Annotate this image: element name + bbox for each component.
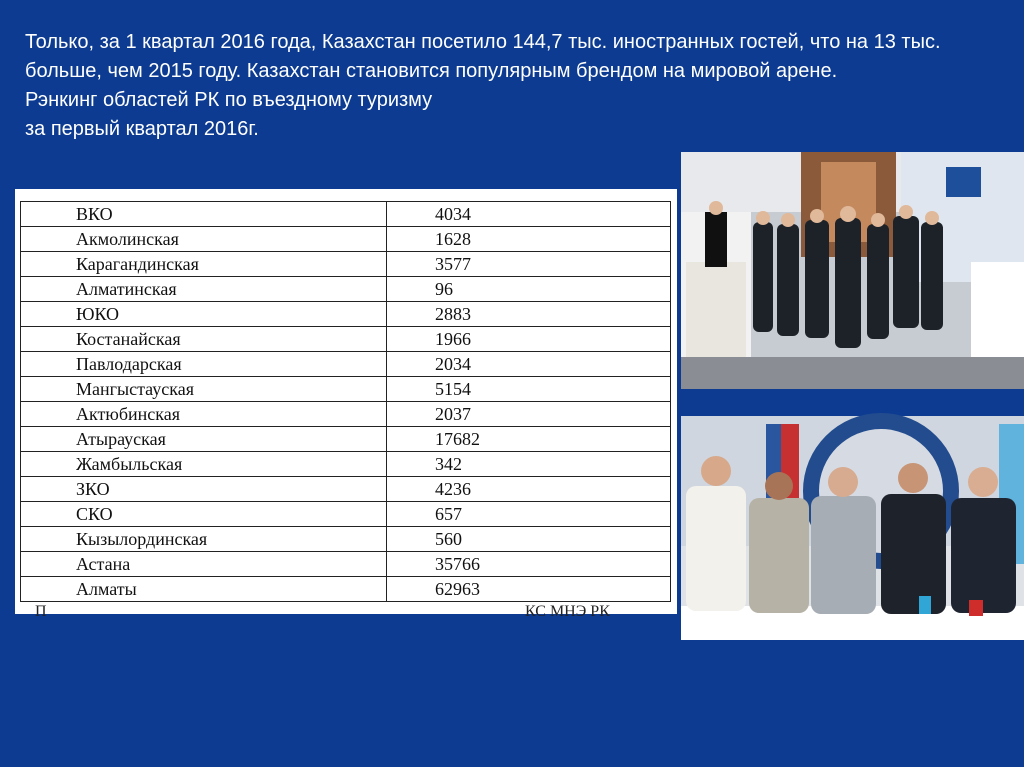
region-name-cell: ЗКО bbox=[21, 477, 387, 502]
region-name-cell: Кызылординская bbox=[21, 527, 387, 552]
visitor-count-cell: 2883 bbox=[387, 302, 671, 327]
table-row bbox=[21, 402, 671, 427]
region-name-cell: Астана bbox=[21, 552, 387, 577]
visitor-count-cell: 1628 bbox=[387, 227, 671, 252]
visitor-count-cell: 4034 bbox=[387, 202, 671, 227]
table-row bbox=[21, 327, 671, 352]
table-source-note-right: КС МНЭ РК bbox=[525, 603, 610, 620]
table-row bbox=[21, 452, 671, 477]
table-row bbox=[21, 302, 671, 327]
ranking-title-line2: за первый квартал 2016г. bbox=[25, 118, 259, 140]
visitor-count-cell: 657 bbox=[387, 502, 671, 527]
ranking-table-panel bbox=[15, 189, 677, 620]
table-row bbox=[21, 252, 671, 277]
visitor-count-cell: 35766 bbox=[387, 552, 671, 577]
official-meeting-photo bbox=[681, 416, 1024, 640]
region-name-cell: Алматы bbox=[21, 577, 387, 602]
visitor-count-cell: 17682 bbox=[387, 427, 671, 452]
exhibition-booth-image bbox=[681, 152, 1024, 389]
visitor-count-cell: 2034 bbox=[387, 352, 671, 377]
exhibition-booth-photo bbox=[681, 152, 1024, 389]
table-source-note-left: П bbox=[35, 603, 47, 620]
region-name-cell: Атырауская bbox=[21, 427, 387, 452]
table-row bbox=[21, 277, 671, 302]
table-row bbox=[21, 552, 671, 577]
region-name-cell: Павлодарская bbox=[21, 352, 387, 377]
region-name-cell: Актюбинская bbox=[21, 402, 387, 427]
visitor-count-cell: 560 bbox=[387, 527, 671, 552]
visitor-count-cell: 342 bbox=[387, 452, 671, 477]
visitor-count-cell: 2037 bbox=[387, 402, 671, 427]
table-row bbox=[21, 377, 671, 402]
region-name-cell: Акмолинская bbox=[21, 227, 387, 252]
region-name-cell: Карагандинская bbox=[21, 252, 387, 277]
table-row bbox=[21, 527, 671, 552]
visitor-count-cell: 3577 bbox=[387, 252, 671, 277]
region-name-cell: Костанайская bbox=[21, 327, 387, 352]
table-row bbox=[21, 502, 671, 527]
table-row bbox=[21, 227, 671, 252]
official-meeting-image bbox=[681, 416, 1024, 640]
visitor-count-cell: 96 bbox=[387, 277, 671, 302]
visitor-count-cell: 62963 bbox=[387, 577, 671, 602]
ranking-title-line1: Рэнкинг областей РК по въездному туризму bbox=[25, 89, 433, 111]
region-name-cell: ВКО bbox=[21, 202, 387, 227]
region-name-cell: Жамбыльская bbox=[21, 452, 387, 477]
table-row bbox=[21, 477, 671, 502]
table-source-note bbox=[35, 603, 655, 620]
ranking-table bbox=[20, 201, 671, 602]
region-name-cell: ЮКО bbox=[21, 302, 387, 327]
region-name-cell: Алматинская bbox=[21, 277, 387, 302]
table-row bbox=[21, 202, 671, 227]
ranking-table-body bbox=[21, 202, 671, 602]
region-name-cell: Мангыстауская bbox=[21, 377, 387, 402]
table-row bbox=[21, 577, 671, 602]
table-row bbox=[21, 352, 671, 377]
visitor-count-cell: 1966 bbox=[387, 327, 671, 352]
intro-paragraph: Только, за 1 квартал 2016 года, Казахстан посетило 144,7 тыс. иностранных гостей, что на 13 тыс. больше, чем 2015 году. Казахстан становится популярным брендом на мировой арене. bbox=[25, 31, 941, 82]
table-row bbox=[21, 427, 671, 452]
region-name-cell: СКО bbox=[21, 502, 387, 527]
visitor-count-cell: 5154 bbox=[387, 377, 671, 402]
intro-text bbox=[25, 28, 985, 144]
visitor-count-cell: 4236 bbox=[387, 477, 671, 502]
